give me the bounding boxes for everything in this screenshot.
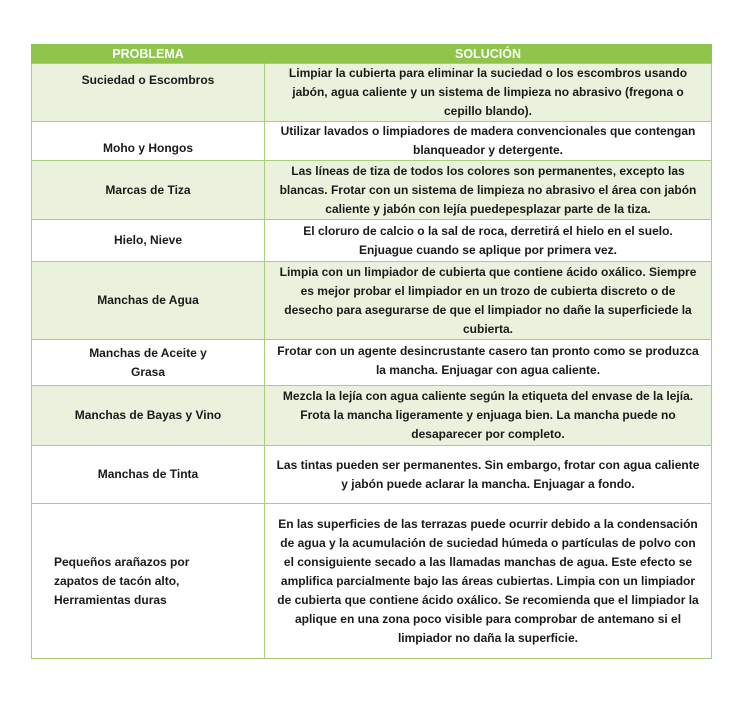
table-row <box>32 262 712 340</box>
table-row <box>32 220 712 262</box>
solution-cell: Mezcla la lejía con agua caliente según la etiqueta del envase de la lejía. Frota la mancha ligeramente y enjuaga bien. La mancha puede no desaparecer por completo. <box>265 386 712 446</box>
problem-cell: Manchas de Tinta <box>32 446 265 504</box>
problem-cell: Manchas de Agua <box>32 262 265 340</box>
solution-cell: El cloruro de calcio o la sal de roca, derretirá el hielo en el suelo. Enjuague cuando se aplique por primera vez. <box>265 220 712 262</box>
table-row <box>32 64 712 122</box>
solution-cell: Frotar con un agente desincrustante casero tan pronto como se produzca la mancha. Enjuagar con agua caliente. <box>265 340 712 386</box>
table-row <box>32 446 712 504</box>
solution-cell: Las líneas de tiza de todos los colores son permanentes, excepto las blancas. Frotar con un sistema de limpieza no abrasivo el área con jabón caliente y jabón con lejía puedepesplazar parte de la tiza. <box>265 161 712 220</box>
problem-cell: Pequeños arañazos por zapatos de tacón alto, Herramientas duras <box>32 504 265 659</box>
problem-cell: Marcas de Tiza <box>32 161 265 220</box>
table-row <box>32 340 712 386</box>
solution-cell: Limpia con un limpiador de cubierta que contiene ácido oxálico. Siempre es mejor probar el limpiador en un trozo de cubierta discreto o de desecho para asegurarse de que el limpiador no dañe la superficiede la cubierta. <box>265 262 712 340</box>
table-row <box>32 122 712 161</box>
table-header-row <box>32 44 712 64</box>
cleaning-guide-table <box>31 44 712 659</box>
table-row <box>32 161 712 220</box>
problem-cell: Manchas de Bayas y Vino <box>32 386 265 446</box>
header-problem: PROBLEMA <box>32 44 265 64</box>
table-row <box>32 504 712 659</box>
solution-cell: Limpiar la cubierta para eliminar la suciedad o los escombros usando jabón, agua caliente y un sistema de limpieza no abrasivo (fregona o cepillo blando). <box>265 64 712 122</box>
problem-cell: Hielo, Nieve <box>32 220 265 262</box>
solution-cell: Utilizar lavados o limpiadores de madera convencionales que contengan blanqueador y detergente. <box>265 122 712 161</box>
problem-cell: Moho y Hongos <box>32 122 265 161</box>
header-solution: SOLUCIÓN <box>265 44 712 64</box>
cleaning-guide-table-container <box>31 44 711 659</box>
table-row <box>32 386 712 446</box>
problem-cell: Manchas de Aceite y Grasa <box>32 340 265 386</box>
problem-cell: Suciedad o Escombros <box>32 64 265 122</box>
solution-cell: Las tintas pueden ser permanentes. Sin embargo, frotar con agua caliente y jabón puede aclarar la mancha. Enjuagar a fondo. <box>265 446 712 504</box>
solution-cell: En las superficies de las terrazas puede ocurrir debido a la condensación de agua y la acumulación de suciedad húmeda o partículas de polvo con el consiguiente secado a las llamadas manchas de agua. Este efecto se amplifica parcialmente bajo las áreas cubiertas. Limpia con un limpiador de cubierta que contiene ácido oxálico. Se recomienda que el limpiador la aplique en una zona poco visible para comprobar de antemano si el limpiador no daña la superficie. <box>265 504 712 659</box>
